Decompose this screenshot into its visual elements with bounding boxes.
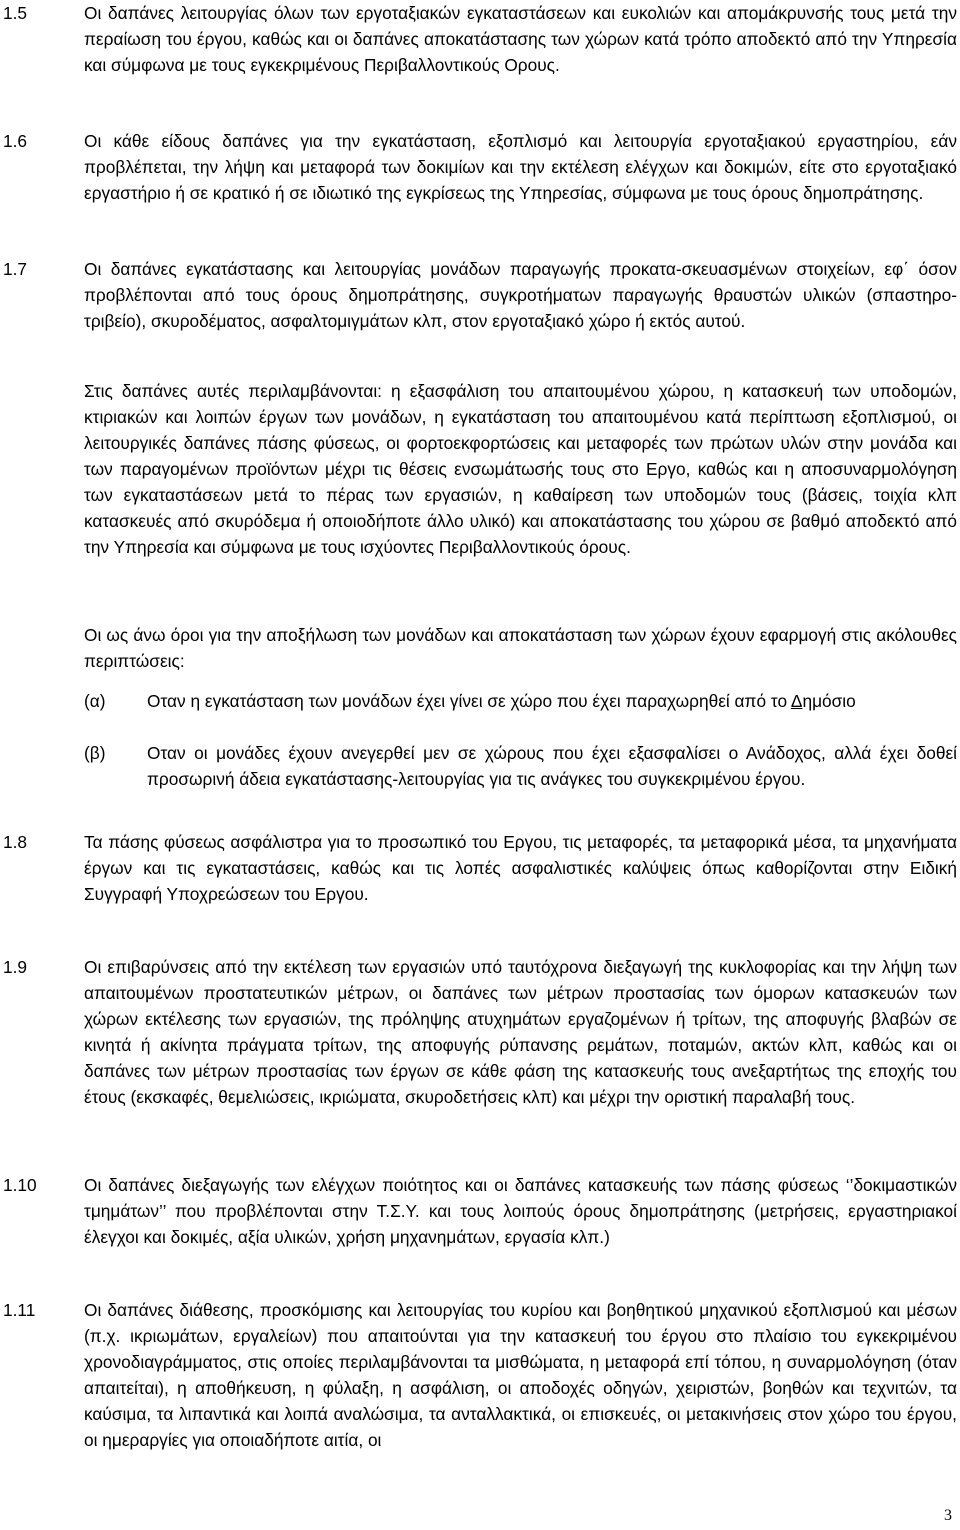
section-1-5 bbox=[3, 0, 957, 78]
sub-item-label: (α) bbox=[84, 691, 106, 711]
section-number: 1.11 bbox=[3, 1300, 36, 1320]
section-1-7 bbox=[3, 256, 957, 334]
section-number: 1.6 bbox=[3, 131, 28, 151]
section-text: Οι δαπάνες εγκατάστασης και λειτουργίας μονάδων παραγωγής προκατα-σκευασμένων στοιχείων, εφ΄ όσον προβλέπονται από τους όρους δημοπράτησης, συγκροτήματων παραγωγής θραυστών υλικών (σπαστηρο-τριβείο), σκυροδέματος, ασφαλτομιγμάτων κλπ, στον εργοταξιακό χώρο ή εκτός αυτού. bbox=[84, 259, 957, 331]
sub-item-a bbox=[84, 688, 957, 714]
section-text: Τα πάσης φύσεως ασφάλιστρα για το προσωπικό του Εργου, τις μεταφορές, τα μεταφορικά μέσα, τα μηχανήματα έργων και τις εγκαταστάσεις, καθώς και τις λοπές ασφαλιστικές καλύψεις όπως καθορίζονται στην Ειδική Συγγραφή Υποχρεώσεων του Εργου. bbox=[84, 832, 957, 904]
section-1-10 bbox=[3, 1172, 957, 1250]
section-number: 1.5 bbox=[3, 3, 28, 23]
section-1-7-paragraph-2: Στις δαπάνες αυτές περιλαμβάνονται: η εξασφάλιση του απαιτουμένου χώρου, η κατασκευή των υποδομών, κτιριακών και λοιπών έργων των μονάδων, η εγκατάσταση του απαιτουμένου κατά περίπτωση εξοπλισμού, οι λειτουργικές δαπάνες πάσης φύσεως, οι φορτοεκφορτώσεις και μεταφορές των πρώτων υλών στην μονάδα και των παραγομένων προϊόντων μέχρι τις θέσεις ενσωμάτωσής τους στο Εργο, καθώς και η αποσυναρμολόγηση των εγκαταστάσεων μετά το πέρας των εργασιών, η καθαίρεση των υποδομών τους (βάσεις, τοιχία κλπ κατασκευές από σκυρόδεμα ή οποιοδήποτε άλλο υλικό) και αποκατάστασης του χώρου σε βαθμό αποδεκτό από την Υπηρεσία και σύμφωνα με τους ισχύοντες Περιβαλλοντικούς όρους. bbox=[84, 381, 957, 557]
section-text: Οι δαπάνες λειτουργίας όλων των εργοταξιακών εγκαταστάσεων και ευκολιών και απομάκρυνσής τους μετά την περαίωση του έργου, καθώς και οι δαπάνες αποκατάστασης των χώρων κατά τρόπο αποδεκτό από την Υπηρεσία και σύμφωνα με τους εγκεκριμένους Περιβαλλοντικούς Ορους. bbox=[84, 3, 957, 75]
section-number: 1.10 bbox=[3, 1175, 37, 1195]
sub-item-text: Οταν η εγκατάσταση των μονάδων έχει γίνει σε χώρο που έχει παραχωρηθεί από το Δημόσιο bbox=[147, 691, 856, 711]
section-1-6 bbox=[3, 128, 957, 206]
section-1-11 bbox=[3, 1297, 957, 1453]
section-number: 1.8 bbox=[3, 832, 28, 852]
sub-item-text: Οταν οι μονάδες έχουν ανεγερθεί μεν σε χώρους που έχει εξασφαλίσει ο Ανάδοχος, αλλά έχει δοθεί προσωρινή άδεια εγκατάστασης-λειτουργίας για τις ανάγκες του συγκεκριμένου έργου. bbox=[147, 743, 957, 789]
section-text: Οι δαπάνες διεξαγωγής των ελέγχων ποιότητος και οι δαπάνες κατασκευής των πάσης φύσεως ‘’δοκιμαστικών τμημάτων’’ που προβλέπονται στην Τ.Σ.Υ. και τους λοιπούς όρους δημοπράτησης (μετρήσεις, εργαστηριακοί έλεγχοι και δοκιμές, αξία υλικών, χρήση μηχανημάτων, εργασία κλπ.) bbox=[84, 1175, 957, 1247]
sub-item-b bbox=[84, 740, 957, 792]
section-number: 1.7 bbox=[3, 259, 28, 279]
page-number: 3 bbox=[944, 1507, 952, 1524]
section-1-7-paragraph-3: Οι ως άνω όροι για την αποξήλωση των μονάδων και αποκατάσταση των χώρων έχουν εφαρμογή στις ακόλουθες περιπτώσεις: bbox=[84, 625, 957, 671]
section-1-8 bbox=[3, 829, 957, 907]
section-text: Οι κάθε είδους δαπάνες για την εγκατάσταση, εξοπλισμό και λειτουργία εργοταξιακού εργαστηρίου, εάν προβλέπεται, την λήψη και μεταφορά των δοκιμίων και την εκτέλεση ελέγχων και δοκιμών, είτε στο εργοταξιακό εργαστήριο ή σε κρατικό ή σε ιδιωτικό της εγκρίσεως της Υπηρεσίας, σύμφωνα με τους όρους δημοπράτησης. bbox=[84, 131, 957, 203]
section-text: Οι δαπάνες διάθεσης, προσκόμισης και λειτουργίας του κυρίου και βοηθητικού μηχανικού εξοπλισμού και μέσων (π.χ. ικριωμάτων, εργαλείων) που απαιτούνται για την κατασκευή του έργου στο πλαίσιο του εγκεκριμένου χρονοδιαγράμματος, στις οποίες περιλαμβάνονται τα μισθώματα, η μεταφορά επί τόπου, η συναρμολόγηση (όταν απαιτείται), η αποθήκευση, η φύλαξη, η ασφάλιση, οι αποδοχές οδηγών, χειριστών, βοηθών και τεχνιτών, τα καύσιμα, τα λιπαντικά και λοιπά αναλώσιμα, τα ανταλλακτικά, οι επισκευές, οι μετακινήσεις στον χώρο του έργου, οι ημεραργίες για οποιαδήποτε αιτία, οι bbox=[84, 1300, 957, 1450]
sub-item-label: (β) bbox=[84, 743, 106, 763]
section-text: Οι επιβαρύνσεις από την εκτέλεση των εργασιών υπό ταυτόχρονα διεξαγωγή της κυκλοφορίας και την λήψη των απαιτουμένων προστατευτικών μέτρων, οι δαπάνες των μέτρων προστασίας των όμορων κατασκευών των χώρων εκτέλεσης των εργασιών, της πρόληψης ατυχημάτων εργαζομένων ή τρίτων, της αποφυγής βλαβών σε κινητά ή ακίνητα πράγματα τρίτων, της αποφυγής ρύπανσης ρεμάτων, ποταμών, ακτών κλπ, καθώς και οι δαπάνες των μέτρων προστασίας των έργων σε κάθε φάση της κατασκευής τους ανεξαρτήτως της εποχής του έτους (εκσκαφές, θεμελιώσεις, ικριώματα, σκυροδετήσεις κλπ) και μέχρι την οριστική παραλαβή τους. bbox=[84, 957, 957, 1107]
section-1-9 bbox=[3, 954, 957, 1110]
section-number: 1.9 bbox=[3, 957, 28, 977]
